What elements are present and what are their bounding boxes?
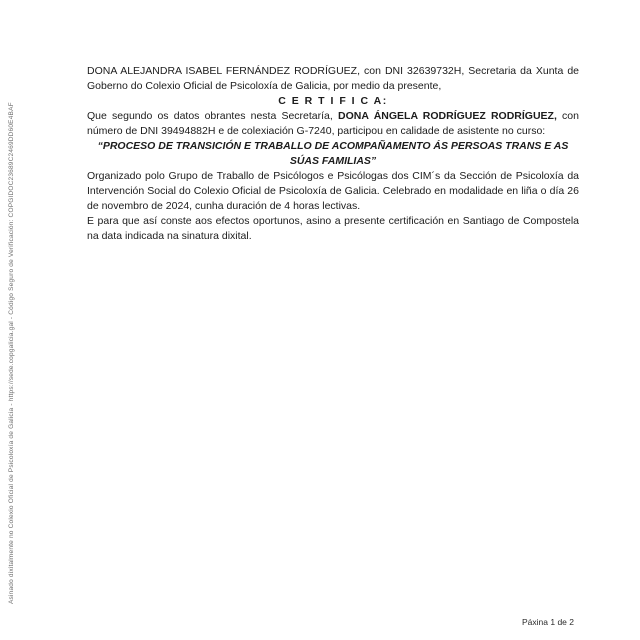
secretary-intro-paragraph: DONA ALEJANDRA ISABEL FERNÁNDEZ RODRÍGUEZ, con DNI 32639732H, Secretaria da Xunta de Goberno do Colexio Oficial de Psicoloxía de Galicia, por medio da presente,	[87, 65, 579, 92]
statement-post-text: con número de DNI 39494882H e de colexiación G-7240, participou en calidade de asistente no curso:	[87, 110, 579, 137]
certifies-heading: C E R T I F I C A:	[278, 95, 388, 107]
organizer-paragraph: Organizado polo Grupo de Traballo de Psicólogos e Psicólogas dos CIM´s da Sección de Psicoloxía da Intervención Social do Colexio Oficial de Psicoloxía de Galicia. Celebrado en modalidade en liña o día 26 de novembro de 2024, cunha duración de 4 horas lectivas.	[87, 170, 579, 212]
course-title: “PROCESO DE TRANSICIÓN E TRABALLO DE ACOMPAÑAMENTO ÁS PERSOAS TRANS E AS SÚAS FAMILIAS”	[97, 140, 569, 167]
certificate-body	[87, 64, 579, 244]
statement-paragraph	[87, 109, 579, 139]
attendee-name: DONA ÁNGELA RODRÍGUEZ RODRÍGUEZ,	[338, 110, 557, 122]
digital-signature-verification-text: Asinado dixitalmente no Colexio Oficial de Psicoloxía de Galicia - https://sede.copgalicia.gal - Código Seguro de Verificación: COPGIDOC23689C2469DD60E4BAF	[8, 102, 15, 604]
closing-paragraph: E para que así conste aos efectos oportunos, asino a presente certificación en Santiago de Compostela na data indicada na sinatura dixital.	[87, 215, 579, 242]
page-number: Páxina 1 de 2	[522, 617, 574, 627]
statement-pre-text: Que segundo os datos obrantes nesta Secretaría,	[87, 110, 338, 122]
